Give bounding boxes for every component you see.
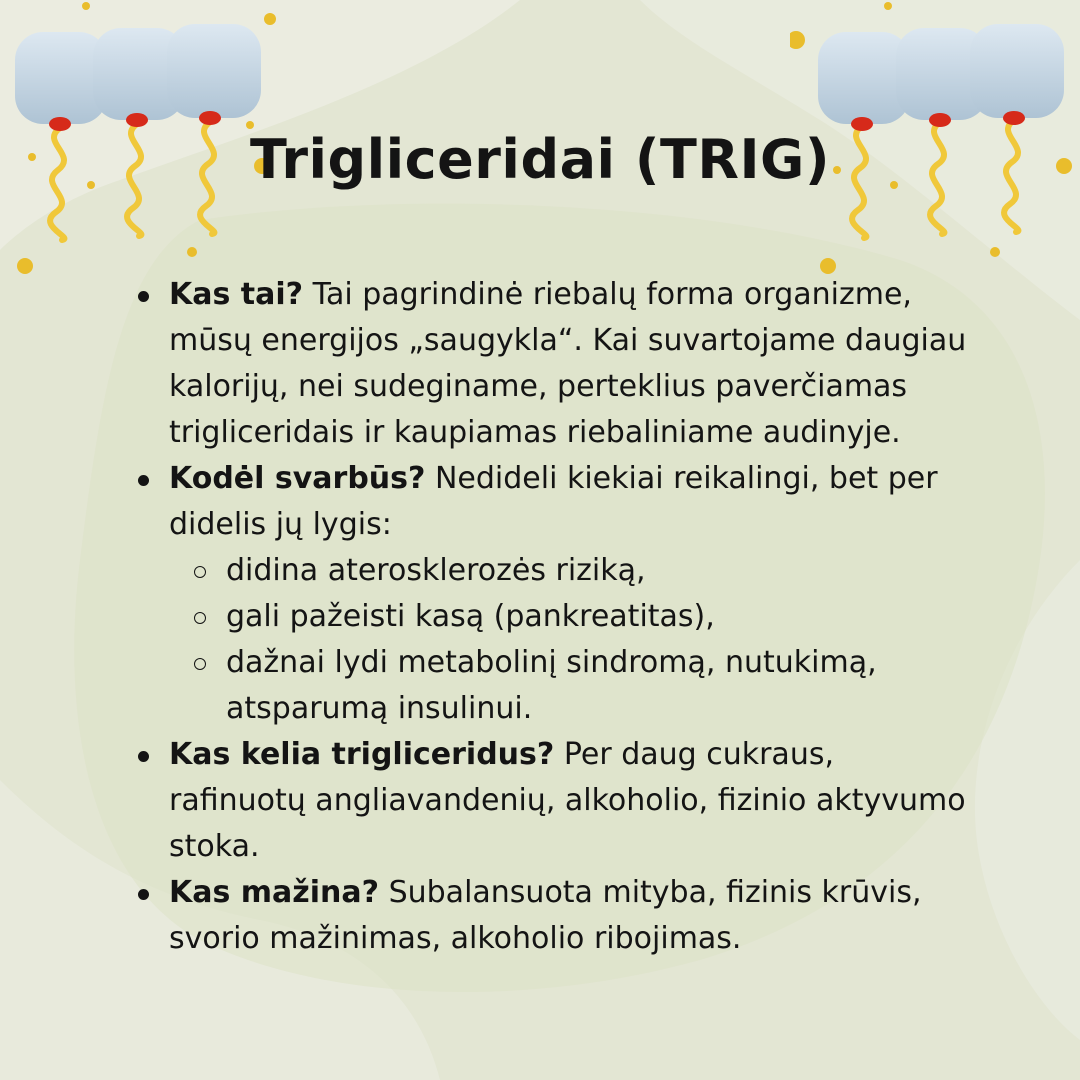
bullet-text: Nedideli kiekiai reikalingi, bet per didelis jų lygis: — [169, 461, 938, 542]
bullet-text: Per daug cukraus, rafinuotų angliavandenių, alkoholio, fizinio aktyvumo stoka. — [169, 737, 966, 864]
bullet-lead: Kodėl svarbūs? — [169, 461, 426, 496]
bullet-lead: Kas tai? — [169, 277, 304, 312]
sub-bullet-item: didina aterosklerozės riziką, — [169, 548, 980, 594]
bullet-list — [130, 272, 980, 962]
bullet-list-container — [130, 272, 980, 962]
bullet-item-what-is-it — [130, 272, 980, 456]
sub-bullet-item: dažnai lydi metabolinį sindromą, nutukimą, atsparumą insulinui. — [169, 640, 980, 732]
bullet-item-what-raises — [130, 732, 980, 870]
bullet-lead: Kas mažina? — [169, 875, 380, 910]
bullet-item-what-lowers — [130, 870, 980, 962]
bullet-lead: Kas kelia trigliceridus? — [169, 737, 555, 772]
bullet-text: Subalansuota mityba, fizinis krūvis, svorio mažinimas, alkoholio ribojimas. — [169, 875, 922, 956]
sub-bullet-item: gali pažeisti kasą (pankreatitas), — [169, 594, 980, 640]
bullet-item-why-important — [130, 456, 980, 732]
bullet-text: Tai pagrindinė riebalų forma organizme, mūsų energijos „saugykla“. Kai suvartojame daugiau kalorijų, nei sudeginame, perteklius paverčiamas trigliceridais ir kaupiamas riebaliniame audinyje. — [169, 277, 967, 450]
sub-bullet-list — [169, 548, 980, 732]
page-title: Trigliceridai (TRIG) — [249, 128, 831, 191]
